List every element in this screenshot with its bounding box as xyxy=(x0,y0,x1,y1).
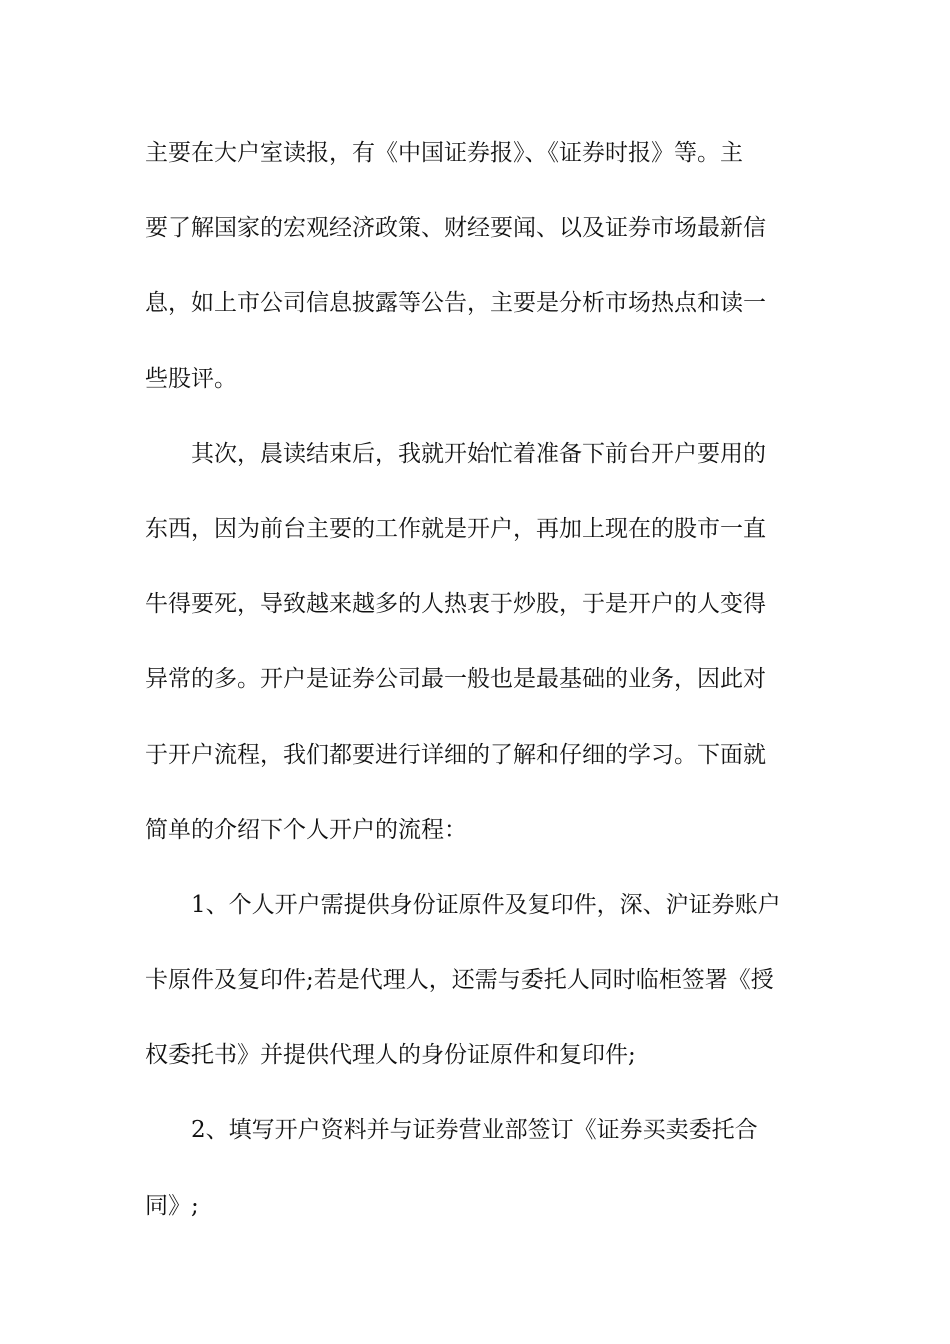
paragraph-1-line-1: 主要在大户室读报，有《中国证券报》、《证券时报》等。主 xyxy=(145,140,743,166)
paragraph-1-line-3: 息，如上市公司信息披露等公告，主要是分析市场热点和读一 xyxy=(145,290,766,317)
paragraph-1-line-2: 要了解国家的宏观经济政策、财经要闻、以及证券市场最新信 xyxy=(145,215,766,242)
list-item-1-line-1: 1、个人开户需提供身份证原件及复印件，深、沪证券账户 xyxy=(191,891,781,918)
list-item-2-line-2: 同》; xyxy=(145,1192,199,1219)
paragraph-2-line-3: 牛得要死，导致越来越多的人热衷于炒股，于是开户的人变得 xyxy=(145,591,766,618)
list-item-2-line-1: 2、填写开户资料并与证券营业部签订《证券买卖委托合 xyxy=(191,1117,758,1144)
paragraph-2-line-6: 简单的介绍下个人开户的流程： xyxy=(145,816,467,843)
paragraph-2-line-2: 东西，因为前台主要的工作就是开户，再加上现在的股市一直 xyxy=(145,515,766,542)
list-item-1-line-2: 卡原件及复印件;若是代理人，还需与委托人同时临柜签署《授 xyxy=(145,967,774,994)
list-item-1-line-3: 权委托书》并提供代理人的身份证原件和复印件; xyxy=(145,1042,636,1069)
paragraph-2-line-1: 其次，晨读结束后，我就开始忙着准备下前台开户要用的 xyxy=(191,440,766,467)
paragraph-1-line-4: 些股评。 xyxy=(145,365,237,392)
document-body xyxy=(145,130,810,1258)
paragraph-2-line-4: 异常的多。开户是证券公司最一般也是最基础的业务，因此对 xyxy=(145,666,766,693)
paragraph-2-line-5: 于开户流程，我们都要进行详细的了解和仔细的学习。下面就 xyxy=(145,741,766,768)
